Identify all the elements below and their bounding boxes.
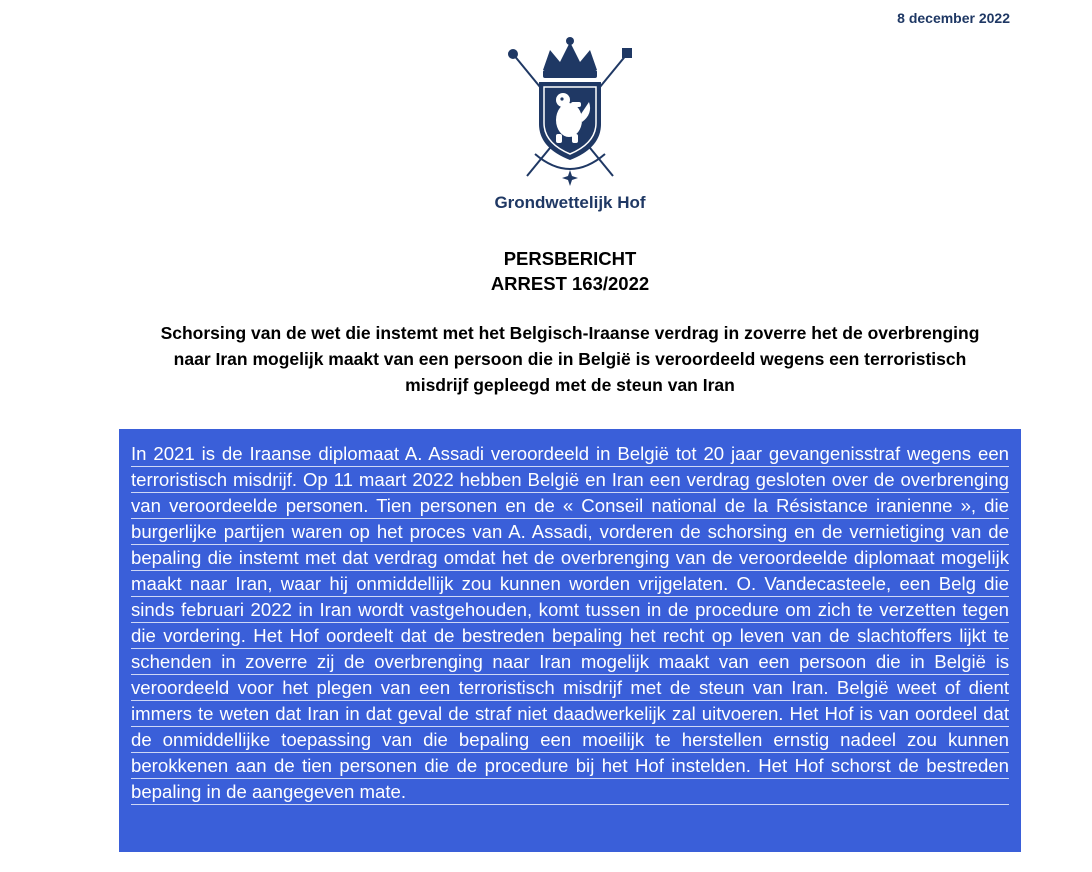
document-title bbox=[0, 246, 1092, 296]
title-arrest-number: ARREST 163/2022 bbox=[490, 273, 650, 294]
subject-heading: Schorsing van de wet die instemt met het Belgisch-Iraanse verdrag in zoverre het de overbrenging naar Iran mogelijk maakt van een persoon die in België is veroordeeld wegens een terroristisch misdrijf gepleegd met de steun van Iran bbox=[160, 323, 980, 395]
court-name: Grondwettelijk Hof bbox=[494, 193, 646, 212]
press-release-date: 8 december 2022 bbox=[897, 10, 1010, 26]
summary-text: In 2021 is de Iraanse diplomaat A. Assadi veroordeeld in België tot 20 jaar gevangenisstraf wegens een terroristisch misdrijf. Op 11 maart 2022 hebben België en Iran een verdrag gesloten over de overbrenging van veroordeelde personen. Tien personen en de « Conseil national de la Résistance iranienne », die burgerlijke partijen waren op het proces van A. Assadi, vorderen de schorsing en de vernietiging van de bepaling die instemt met dat verdrag omdat het de overbrenging van de veroordeelde diplomaat mogelijk maakt naar Iran, waar hij onmiddellijk zou kunnen worden vrijgelaten. O. Vandecasteele, een Belg die sinds februari 2022 in Iran wordt vastgehouden, komt tussen in de procedure om zich te verzetten tegen die vordering. Het Hof oordeelt dat de bestreden bepaling het recht op leven van de slachtoffers lijkt te schenden in zoverre zij de overbrenging naar Iran mogelijk maakt van een persoon die in België is veroordeeld voor het plegen van een terroristisch misdrijf met de steun van Iran. België weet of dient immers te weten dat Iran in dat geval de straf niet daadwerkelijk zal uitvoeren. Het Hof is van oordeel dat de onmiddellijke toepassing van die bepaling een moeilijk te herstellen ernstig nadeel zou kunnen berokkenen aan de tien personen die de procedure bij het Hof instelden. Het Hof schorst de bestreden bepaling in de aangegeven mate. bbox=[131, 441, 1009, 805]
summary-box bbox=[119, 429, 1021, 852]
title-persbericht: PERSBERICHT bbox=[503, 248, 637, 269]
belgian-coat-of-arms-icon bbox=[505, 36, 635, 188]
